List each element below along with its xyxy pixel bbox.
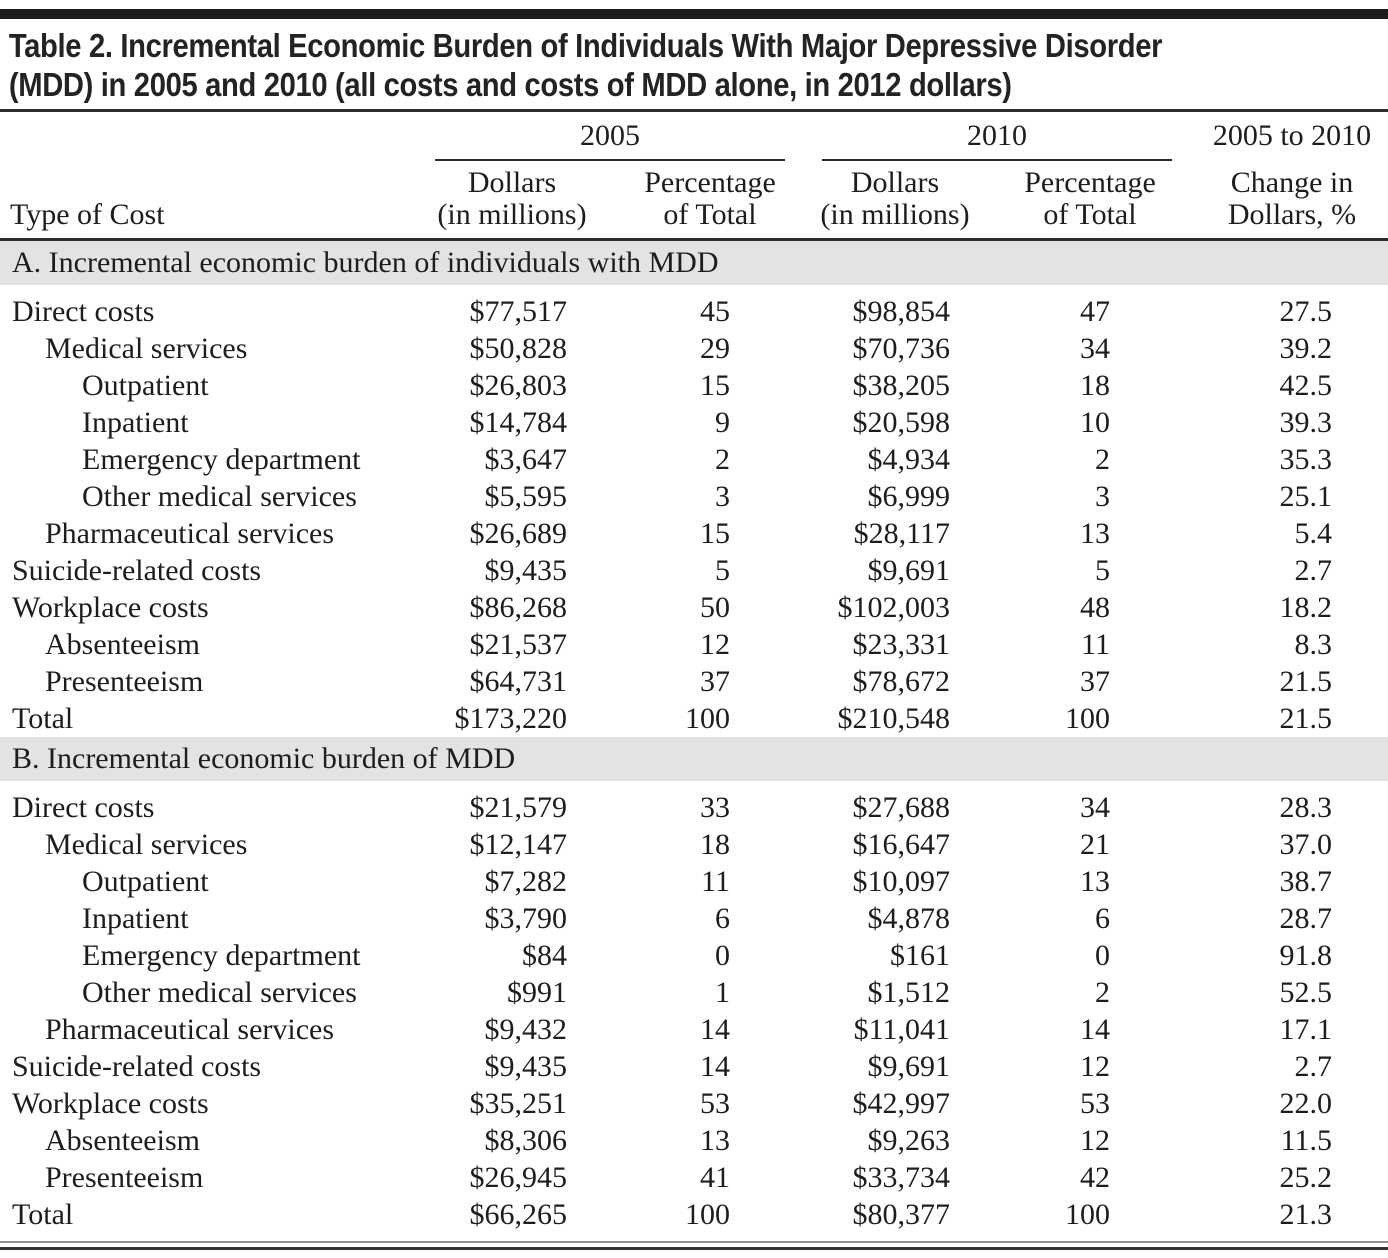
cell-pct-2010: 47 [1080, 294, 1110, 328]
cell-type-of-cost: Workplace costs [12, 590, 209, 624]
cell-pct-2005: 1 [715, 975, 730, 1009]
table-row [0, 330, 1388, 367]
cell-pct-2010: 13 [1080, 864, 1110, 898]
cell-dollars-2010: $4,934 [867, 442, 950, 476]
cell-dollars-2005: $12,147 [469, 827, 567, 861]
cell-dollars-2005: $35,251 [469, 1086, 567, 1120]
cell-dollars-2005: $21,537 [469, 627, 567, 661]
section-a-header: A. Incremental economic burden of individuals with MDD [0, 241, 1388, 285]
table-title-line1: Table 2. Incremental Economic Burden of Individuals With Major Depressive Disorder [8, 27, 1163, 64]
table-row [0, 1196, 1388, 1233]
table-row [0, 293, 1388, 330]
cell-dollars-2005: $8,306 [484, 1123, 567, 1157]
cell-change-pct: 2.7 [1294, 553, 1332, 587]
cell-pct-2010: 6 [1095, 901, 1110, 935]
cell-pct-2010: 34 [1080, 790, 1110, 824]
cell-pct-2005: 2 [715, 442, 730, 476]
table-row [0, 626, 1388, 663]
cell-type-of-cost: Other medical services [82, 975, 357, 1009]
cell-type-of-cost: Presenteeism [45, 664, 204, 698]
cell-pct-2005: 6 [715, 901, 730, 935]
cell-pct-2005: 100 [685, 1197, 730, 1231]
top-black-bar [0, 9, 1388, 19]
cell-dollars-2005: $9,435 [484, 1049, 567, 1083]
cell-pct-2010: 48 [1080, 590, 1110, 624]
cell-dollars-2005: $66,265 [469, 1197, 567, 1231]
cell-type-of-cost: Inpatient [82, 901, 189, 935]
cell-dollars-2005: $26,689 [469, 516, 567, 550]
cell-dollars-2005: $50,828 [469, 331, 567, 365]
cell-pct-2010: 18 [1080, 368, 1110, 402]
table-row [0, 1048, 1388, 1085]
cell-dollars-2005: $21,579 [469, 790, 567, 824]
cell-pct-2005: 3 [715, 479, 730, 513]
table-bottom-rule [0, 1241, 1388, 1250]
cell-pct-2005: 45 [700, 294, 730, 328]
table-row [0, 663, 1388, 700]
cell-dollars-2005: $3,790 [484, 901, 567, 935]
cell-type-of-cost: Direct costs [12, 294, 155, 328]
cell-dollars-2010: $28,117 [853, 516, 950, 550]
cell-pct-2005: 53 [700, 1086, 730, 1120]
cell-dollars-2005: $7,282 [484, 864, 567, 898]
table-row [0, 589, 1388, 626]
cell-pct-2005: 50 [700, 590, 730, 624]
cell-change-pct: 52.5 [1279, 975, 1332, 1009]
cell-dollars-2005: $9,435 [484, 553, 567, 587]
cell-pct-2010: 13 [1080, 516, 1110, 550]
column-header-dollars-2010: Dollars [850, 166, 940, 199]
column-header-pct-2005: Percentage [644, 166, 776, 199]
cell-pct-2010: 10 [1080, 405, 1110, 439]
column-header-pct-2005-sub: of Total [663, 198, 757, 231]
bottom-rule-thick [0, 1247, 1388, 1250]
cell-pct-2005: 29 [700, 331, 730, 365]
cell-pct-2010: 3 [1095, 479, 1110, 513]
cell-dollars-2010: $9,691 [867, 1049, 950, 1083]
cell-change-pct: 17.1 [1279, 1012, 1332, 1046]
table-row [0, 404, 1388, 441]
cell-type-of-cost: Total [12, 701, 74, 735]
section-a-rows [0, 293, 1388, 737]
cell-pct-2010: 100 [1065, 701, 1110, 735]
table-title [0, 26, 1228, 104]
table-row [0, 1159, 1388, 1196]
cell-pct-2010: 2 [1095, 442, 1110, 476]
cell-type-of-cost: Other medical services [82, 479, 357, 513]
cell-pct-2010: 12 [1080, 1123, 1110, 1157]
cell-pct-2005: 13 [700, 1123, 730, 1157]
cell-pct-2010: 5 [1095, 553, 1110, 587]
cell-dollars-2010: $20,598 [852, 405, 950, 439]
cell-dollars-2005: $86,268 [469, 590, 567, 624]
cell-change-pct: 21.5 [1279, 701, 1332, 735]
cell-change-pct: 35.3 [1279, 442, 1332, 476]
cell-change-pct: 37.0 [1279, 827, 1332, 861]
cell-pct-2005: 0 [715, 938, 730, 972]
cell-dollars-2010: $16,647 [852, 827, 950, 861]
cell-type-of-cost: Inpatient [82, 405, 189, 439]
cell-dollars-2005: $64,731 [469, 664, 567, 698]
cell-pct-2005: 18 [700, 827, 730, 861]
cell-type-of-cost: Suicide-related costs [12, 1049, 262, 1083]
cell-type-of-cost: Outpatient [82, 368, 209, 402]
cell-dollars-2010: $102,003 [837, 590, 950, 624]
section-b-rows [0, 789, 1388, 1233]
cell-dollars-2010: $27,688 [852, 790, 950, 824]
cell-change-pct: 11.5 [1280, 1123, 1332, 1157]
table-row [0, 441, 1388, 478]
cell-dollars-2005: $3,647 [484, 442, 567, 476]
cell-dollars-2010: $210,548 [837, 701, 950, 735]
cell-dollars-2010: $38,205 [852, 368, 950, 402]
cell-pct-2010: 11 [1081, 627, 1110, 661]
cell-type-of-cost: Workplace costs [12, 1086, 209, 1120]
cell-pct-2010: 14 [1080, 1012, 1110, 1046]
cell-dollars-2005: $26,803 [469, 368, 567, 402]
cell-dollars-2010: $11,041 [853, 1012, 950, 1046]
cell-dollars-2005: $84 [522, 938, 567, 972]
cell-type-of-cost: Total [12, 1197, 74, 1231]
cell-type-of-cost: Medical services [45, 827, 248, 861]
cell-dollars-2005: $5,595 [484, 479, 567, 513]
column-header-dollars-2005-sub: (in millions) [437, 198, 587, 231]
cell-dollars-2010: $42,997 [852, 1086, 950, 1120]
cell-type-of-cost: Pharmaceutical services [45, 1012, 335, 1046]
cell-pct-2005: 33 [700, 790, 730, 824]
table-row [0, 937, 1388, 974]
cell-pct-2005: 15 [700, 516, 730, 550]
cell-pct-2010: 100 [1065, 1197, 1110, 1231]
cell-dollars-2010: $6,999 [867, 479, 950, 513]
column-header-change-line1: 2005 to 2010 [1212, 119, 1372, 152]
table-row [0, 552, 1388, 589]
cell-dollars-2010: $98,854 [852, 294, 950, 328]
column-header-change-line2: Change in [1230, 166, 1354, 199]
cell-dollars-2010: $9,691 [867, 553, 950, 587]
cell-dollars-2005: $26,945 [469, 1160, 567, 1194]
column-header-dollars-2010-sub: (in millions) [820, 198, 970, 231]
table-row [0, 478, 1388, 515]
cell-type-of-cost: Suicide-related costs [12, 553, 262, 587]
table-row [0, 515, 1388, 552]
column-header-dollars-2005: Dollars [467, 166, 557, 199]
table-header [0, 112, 1388, 238]
cell-type-of-cost: Outpatient [82, 864, 209, 898]
table-row [0, 863, 1388, 900]
cell-dollars-2010: $4,878 [867, 901, 950, 935]
cell-pct-2005: 41 [700, 1160, 730, 1194]
cell-change-pct: 25.1 [1279, 479, 1332, 513]
cell-pct-2005: 14 [700, 1049, 730, 1083]
table-row [0, 700, 1388, 737]
table-row [0, 974, 1388, 1011]
cell-change-pct: 18.2 [1279, 590, 1332, 624]
cell-dollars-2010: $9,263 [867, 1123, 950, 1157]
cell-dollars-2010: $23,331 [852, 627, 950, 661]
cell-dollars-2010: $33,734 [852, 1160, 950, 1194]
section-b-header: B. Incremental economic burden of MDD [0, 737, 1388, 781]
cell-pct-2010: 12 [1080, 1049, 1110, 1083]
cell-change-pct: 21.3 [1279, 1197, 1332, 1231]
cell-type-of-cost: Absenteeism [45, 1123, 200, 1157]
column-header-type-of-cost: Type of Cost [10, 198, 165, 231]
cell-dollars-2010: $10,097 [852, 864, 950, 898]
cell-dollars-2010: $80,377 [852, 1197, 950, 1231]
column-header-pct-2010: Percentage [1024, 166, 1156, 199]
cell-dollars-2010: $70,736 [852, 331, 950, 365]
cell-type-of-cost: Absenteeism [45, 627, 200, 661]
group-rule-2005 [435, 159, 785, 161]
cell-change-pct: 21.5 [1279, 664, 1332, 698]
cell-change-pct: 28.7 [1279, 901, 1332, 935]
cell-change-pct: 5.4 [1294, 516, 1332, 550]
table-row [0, 1011, 1388, 1048]
cell-change-pct: 8.3 [1294, 627, 1332, 661]
cell-pct-2005: 15 [700, 368, 730, 402]
cell-pct-2005: 11 [701, 864, 730, 898]
cell-change-pct: 27.5 [1279, 294, 1332, 328]
cell-type-of-cost: Medical services [45, 331, 248, 365]
cell-dollars-2005: $77,517 [469, 294, 567, 328]
cell-change-pct: 28.3 [1279, 790, 1332, 824]
cell-pct-2010: 2 [1095, 975, 1110, 1009]
cell-pct-2005: 5 [715, 553, 730, 587]
group-rule-2010 [822, 159, 1172, 161]
cell-pct-2010: 34 [1080, 331, 1110, 365]
table-row [0, 789, 1388, 826]
cell-change-pct: 25.2 [1279, 1160, 1332, 1194]
cell-change-pct: 2.7 [1294, 1049, 1332, 1083]
cell-pct-2005: 9 [715, 405, 730, 439]
cell-dollars-2005: $9,432 [484, 1012, 567, 1046]
cell-dollars-2010: $161 [890, 938, 950, 972]
cell-dollars-2005: $14,784 [469, 405, 567, 439]
table-title-line2: (MDD) in 2005 and 2010 (all costs and costs of MDD alone, in 2012 dollars) [8, 66, 1012, 103]
table-row [0, 826, 1388, 863]
column-header-pct-2010-sub: of Total [1043, 198, 1137, 231]
cell-change-pct: 42.5 [1279, 368, 1332, 402]
column-group-2010: 2010 [967, 119, 1027, 152]
cell-type-of-cost: Emergency department [82, 938, 361, 972]
cell-change-pct: 39.2 [1279, 331, 1332, 365]
column-header-change-line3: Dollars, % [1227, 198, 1357, 231]
cell-change-pct: 91.8 [1279, 938, 1332, 972]
cell-pct-2005: 37 [700, 664, 730, 698]
column-group-2005: 2005 [580, 119, 640, 152]
cell-dollars-2005: $991 [507, 975, 567, 1009]
cell-pct-2010: 0 [1095, 938, 1110, 972]
cell-type-of-cost: Emergency department [82, 442, 361, 476]
cell-pct-2010: 42 [1080, 1160, 1110, 1194]
cell-dollars-2010: $1,512 [867, 975, 950, 1009]
cell-change-pct: 39.3 [1279, 405, 1332, 439]
cell-pct-2010: 21 [1080, 827, 1110, 861]
cell-change-pct: 22.0 [1279, 1086, 1332, 1120]
table-row [0, 1085, 1388, 1122]
cell-pct-2005: 14 [700, 1012, 730, 1046]
table-row [0, 1122, 1388, 1159]
cell-dollars-2010: $78,672 [852, 664, 950, 698]
cell-type-of-cost: Pharmaceutical services [45, 516, 335, 550]
table-row [0, 367, 1388, 404]
cell-type-of-cost: Direct costs [12, 790, 155, 824]
cell-pct-2010: 37 [1080, 664, 1110, 698]
cell-dollars-2005: $173,220 [454, 701, 567, 735]
cell-pct-2005: 12 [700, 627, 730, 661]
cell-change-pct: 38.7 [1279, 864, 1332, 898]
table-row [0, 900, 1388, 937]
cell-pct-2005: 100 [685, 701, 730, 735]
cell-type-of-cost: Presenteeism [45, 1160, 204, 1194]
cell-pct-2010: 53 [1080, 1086, 1110, 1120]
